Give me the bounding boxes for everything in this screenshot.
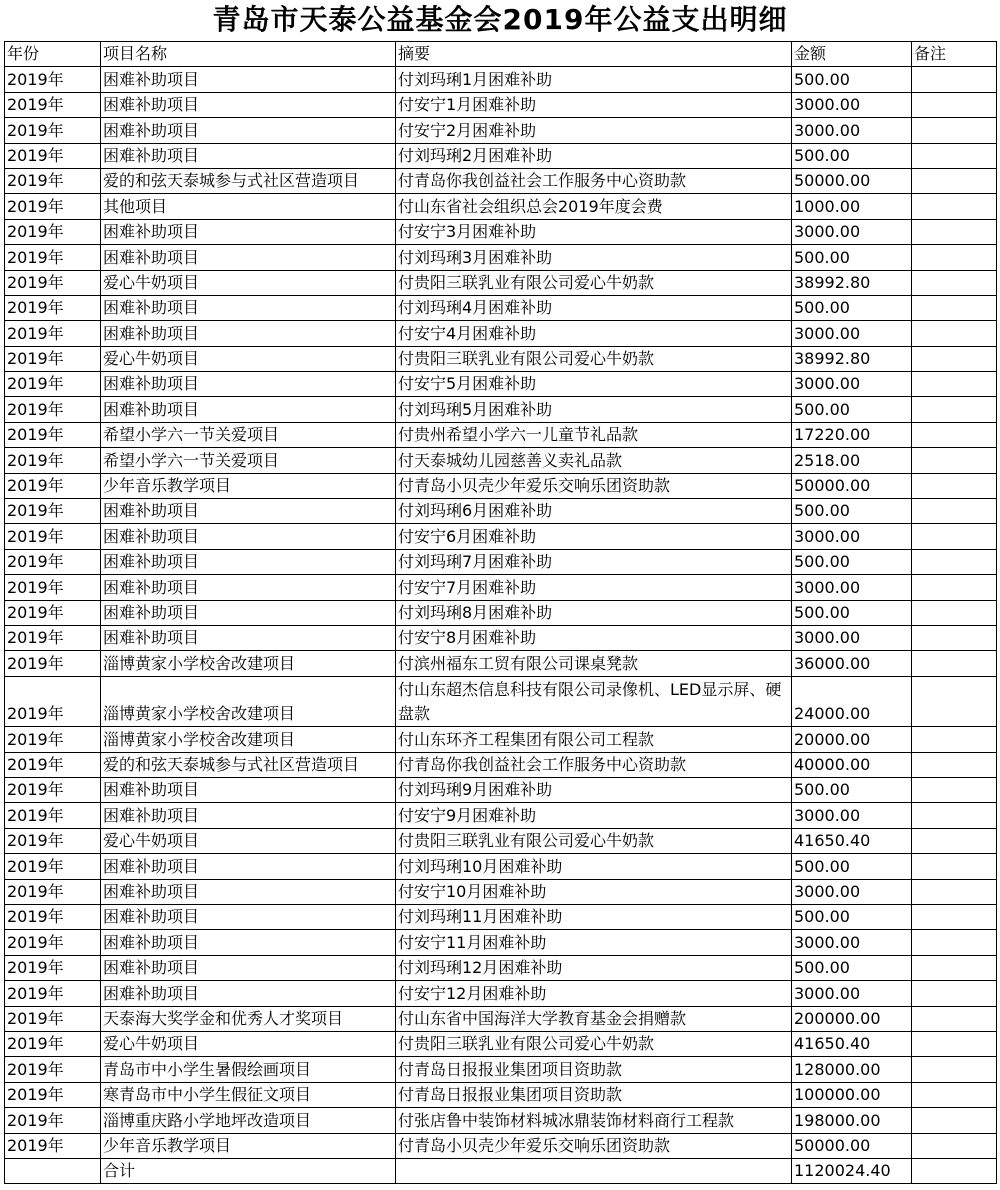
year-cell: 2019年 — [5, 1133, 101, 1158]
note-cell — [912, 245, 997, 270]
total-amount: 1120024.40 — [792, 1158, 912, 1183]
summary-cell: 付安宁8月困难补助 — [396, 625, 792, 650]
note-cell — [912, 600, 997, 625]
amount-cell: 500.00 — [792, 854, 912, 879]
summary-cell: 付刘玛琍3月困难补助 — [396, 245, 792, 270]
note-cell — [912, 448, 997, 473]
table-row — [5, 270, 997, 295]
note-cell — [912, 854, 997, 879]
amount-cell: 36000.00 — [792, 651, 912, 676]
amount-cell: 500.00 — [792, 295, 912, 320]
project-cell: 困难补助项目 — [101, 92, 396, 117]
amount-cell: 198000.00 — [792, 1108, 912, 1133]
note-cell — [912, 676, 997, 727]
header-note: 备注 — [912, 42, 997, 67]
table-row — [5, 930, 997, 955]
project-cell: 少年音乐教学项目 — [101, 473, 396, 498]
project-cell: 困难补助项目 — [101, 524, 396, 549]
summary-cell: 付山东省社会组织总会2019年度会费 — [396, 194, 792, 219]
note-cell — [912, 321, 997, 346]
note-cell — [912, 575, 997, 600]
header-year: 年份 — [5, 42, 101, 67]
table-row — [5, 295, 997, 320]
amount-cell: 2518.00 — [792, 448, 912, 473]
year-cell: 2019年 — [5, 1006, 101, 1031]
amount-cell: 24000.00 — [792, 676, 912, 727]
note-cell — [912, 1057, 997, 1082]
table-row — [5, 321, 997, 346]
project-cell: 寒青岛市中小学生假征文项目 — [101, 1082, 396, 1107]
project-cell: 困难补助项目 — [101, 955, 396, 980]
total-summary-cell — [396, 1158, 792, 1183]
amount-cell: 3000.00 — [792, 981, 912, 1006]
table-row — [5, 245, 997, 270]
summary-cell: 付贵州希望小学六一儿童节礼品款 — [396, 422, 792, 447]
amount-cell: 500.00 — [792, 499, 912, 524]
summary-cell: 付山东超杰信息科技有限公司录像机、LED显示屏、硬盘款 — [396, 676, 792, 727]
summary-cell: 付刘玛琍1月困难补助 — [396, 67, 792, 92]
table-row — [5, 879, 997, 904]
summary-cell: 付安宁4月困难补助 — [396, 321, 792, 346]
project-cell: 困难补助项目 — [101, 67, 396, 92]
amount-cell: 50000.00 — [792, 168, 912, 193]
amount-cell: 100000.00 — [792, 1082, 912, 1107]
table-row — [5, 981, 997, 1006]
table-row — [5, 346, 997, 371]
note-cell — [912, 727, 997, 752]
project-cell: 其他项目 — [101, 194, 396, 219]
note-cell — [912, 651, 997, 676]
table-row — [5, 1133, 997, 1158]
summary-cell: 付刘玛琍11月困难补助 — [396, 905, 792, 930]
summary-cell: 付青岛小贝壳少年爱乐交响乐团资助款 — [396, 473, 792, 498]
project-cell: 爱心牛奶项目 — [101, 1031, 396, 1056]
project-cell: 困难补助项目 — [101, 981, 396, 1006]
project-cell: 困难补助项目 — [101, 854, 396, 879]
table-row — [5, 778, 997, 803]
table-row — [5, 1108, 997, 1133]
summary-cell: 付安宁5月困难补助 — [396, 372, 792, 397]
year-cell: 2019年 — [5, 625, 101, 650]
project-cell: 困难补助项目 — [101, 930, 396, 955]
table-row — [5, 600, 997, 625]
note-cell — [912, 955, 997, 980]
note-cell — [912, 346, 997, 371]
table-row — [5, 1031, 997, 1056]
amount-cell: 500.00 — [792, 397, 912, 422]
year-cell: 2019年 — [5, 676, 101, 727]
project-cell: 困难补助项目 — [101, 803, 396, 828]
note-cell — [912, 981, 997, 1006]
summary-cell: 付天泰城幼儿园慈善义卖礼品款 — [396, 448, 792, 473]
table-row — [5, 92, 997, 117]
table-row — [5, 524, 997, 549]
year-cell: 2019年 — [5, 143, 101, 168]
summary-cell: 付刘玛琍7月困难补助 — [396, 549, 792, 574]
amount-cell: 200000.00 — [792, 1006, 912, 1031]
year-cell: 2019年 — [5, 778, 101, 803]
summary-cell: 付刘玛琍8月困难补助 — [396, 600, 792, 625]
amount-cell: 3000.00 — [792, 930, 912, 955]
amount-cell: 3000.00 — [792, 92, 912, 117]
table-row — [5, 372, 997, 397]
table-row — [5, 1057, 997, 1082]
year-cell: 2019年 — [5, 1108, 101, 1133]
summary-cell: 付刘玛琍6月困难补助 — [396, 499, 792, 524]
project-cell: 困难补助项目 — [101, 245, 396, 270]
note-cell — [912, 473, 997, 498]
summary-cell: 付刘玛琍9月困难补助 — [396, 778, 792, 803]
table-body — [5, 67, 997, 1159]
summary-cell: 付青岛小贝壳少年爱乐交响乐团资助款 — [396, 1133, 792, 1158]
table-row — [5, 194, 997, 219]
header-summary: 摘要 — [396, 42, 792, 67]
amount-cell: 3000.00 — [792, 803, 912, 828]
note-cell — [912, 397, 997, 422]
year-cell: 2019年 — [5, 955, 101, 980]
table-row — [5, 168, 997, 193]
project-cell: 天泰海大奖学金和优秀人才奖项目 — [101, 1006, 396, 1031]
note-cell — [912, 1031, 997, 1056]
year-cell: 2019年 — [5, 346, 101, 371]
summary-cell: 付安宁6月困难补助 — [396, 524, 792, 549]
table-row — [5, 676, 997, 727]
amount-cell: 500.00 — [792, 549, 912, 574]
project-cell: 困难补助项目 — [101, 295, 396, 320]
table-row — [5, 854, 997, 879]
table-row — [5, 905, 997, 930]
summary-cell: 付贵阳三联乳业有限公司爱心牛奶款 — [396, 1031, 792, 1056]
amount-cell: 50000.00 — [792, 473, 912, 498]
summary-cell: 付安宁2月困难补助 — [396, 118, 792, 143]
project-cell: 困难补助项目 — [101, 625, 396, 650]
amount-cell: 3000.00 — [792, 372, 912, 397]
year-cell: 2019年 — [5, 168, 101, 193]
summary-cell: 付安宁1月困难补助 — [396, 92, 792, 117]
summary-cell: 付安宁9月困难补助 — [396, 803, 792, 828]
amount-cell: 128000.00 — [792, 1057, 912, 1082]
summary-cell: 付安宁12月困难补助 — [396, 981, 792, 1006]
note-cell — [912, 372, 997, 397]
amount-cell: 500.00 — [792, 778, 912, 803]
project-cell: 困难补助项目 — [101, 600, 396, 625]
amount-cell: 3000.00 — [792, 118, 912, 143]
year-cell: 2019年 — [5, 549, 101, 574]
summary-cell: 付贵阳三联乳业有限公司爱心牛奶款 — [396, 270, 792, 295]
project-cell: 青岛市中小学生暑假绘画项目 — [101, 1057, 396, 1082]
project-cell: 淄博黄家小学校舍改建项目 — [101, 727, 396, 752]
summary-cell: 付刘玛琍5月困难补助 — [396, 397, 792, 422]
project-cell: 困难补助项目 — [101, 219, 396, 244]
year-cell: 2019年 — [5, 981, 101, 1006]
year-cell: 2019年 — [5, 270, 101, 295]
summary-cell: 付青岛你我创益社会工作服务中心资助款 — [396, 752, 792, 777]
table-row — [5, 143, 997, 168]
year-cell: 2019年 — [5, 524, 101, 549]
note-cell — [912, 905, 997, 930]
table-row — [5, 828, 997, 853]
amount-cell: 50000.00 — [792, 1133, 912, 1158]
summary-cell: 付刘玛琍12月困难补助 — [396, 955, 792, 980]
project-cell: 淄博黄家小学校舍改建项目 — [101, 651, 396, 676]
year-cell: 2019年 — [5, 219, 101, 244]
year-cell: 2019年 — [5, 905, 101, 930]
summary-cell: 付滨州福东工贸有限公司课桌凳款 — [396, 651, 792, 676]
note-cell — [912, 295, 997, 320]
amount-cell: 500.00 — [792, 67, 912, 92]
header-amount: 金额 — [792, 42, 912, 67]
amount-cell: 3000.00 — [792, 879, 912, 904]
summary-cell: 付刘玛琍2月困难补助 — [396, 143, 792, 168]
summary-cell: 付贵阳三联乳业有限公司爱心牛奶款 — [396, 346, 792, 371]
table-row — [5, 473, 997, 498]
year-cell: 2019年 — [5, 473, 101, 498]
summary-cell: 付青岛日报报业集团项目资助款 — [396, 1082, 792, 1107]
note-cell — [912, 752, 997, 777]
year-cell: 2019年 — [5, 1031, 101, 1056]
year-cell: 2019年 — [5, 245, 101, 270]
summary-cell: 付青岛你我创益社会工作服务中心资助款 — [396, 168, 792, 193]
summary-cell: 付安宁10月困难补助 — [396, 879, 792, 904]
table-row — [5, 651, 997, 676]
note-cell — [912, 1006, 997, 1031]
summary-cell: 付山东环齐工程集团有限公司工程款 — [396, 727, 792, 752]
project-cell: 困难补助项目 — [101, 143, 396, 168]
expense-table — [4, 41, 997, 1184]
table-row — [5, 549, 997, 574]
summary-cell: 付青岛日报报业集团项目资助款 — [396, 1057, 792, 1082]
amount-cell: 3000.00 — [792, 321, 912, 346]
table-row — [5, 448, 997, 473]
note-cell — [912, 143, 997, 168]
year-cell: 2019年 — [5, 828, 101, 853]
project-cell: 爱心牛奶项目 — [101, 828, 396, 853]
year-cell: 2019年 — [5, 1082, 101, 1107]
project-cell: 淄博黄家小学校舍改建项目 — [101, 676, 396, 727]
total-label: 合计 — [101, 1158, 396, 1183]
amount-cell: 3000.00 — [792, 219, 912, 244]
project-cell: 爱的和弦天泰城参与式社区营造项目 — [101, 168, 396, 193]
project-cell: 困难补助项目 — [101, 879, 396, 904]
amount-cell: 500.00 — [792, 955, 912, 980]
table-row — [5, 397, 997, 422]
project-cell: 爱的和弦天泰城参与式社区营造项目 — [101, 752, 396, 777]
table-row — [5, 727, 997, 752]
project-cell: 希望小学六一节关爱项目 — [101, 422, 396, 447]
table-row — [5, 1082, 997, 1107]
year-cell: 2019年 — [5, 295, 101, 320]
project-cell: 爱心牛奶项目 — [101, 346, 396, 371]
note-cell — [912, 67, 997, 92]
project-cell: 困难补助项目 — [101, 372, 396, 397]
summary-cell: 付张店鲁中装饰材料城冰鼎装饰材料商行工程款 — [396, 1108, 792, 1133]
note-cell — [912, 1082, 997, 1107]
amount-cell: 500.00 — [792, 600, 912, 625]
year-cell: 2019年 — [5, 92, 101, 117]
amount-cell: 38992.80 — [792, 270, 912, 295]
year-cell: 2019年 — [5, 194, 101, 219]
note-cell — [912, 92, 997, 117]
amount-cell: 38992.80 — [792, 346, 912, 371]
year-cell: 2019年 — [5, 1057, 101, 1082]
table-row — [5, 219, 997, 244]
total-year-cell — [5, 1158, 101, 1183]
amount-cell: 17220.00 — [792, 422, 912, 447]
header-row — [5, 42, 997, 67]
note-cell — [912, 828, 997, 853]
note-cell — [912, 168, 997, 193]
project-cell: 淄博重庆路小学地坪改造项目 — [101, 1108, 396, 1133]
note-cell — [912, 549, 997, 574]
note-cell — [912, 625, 997, 650]
year-cell: 2019年 — [5, 448, 101, 473]
project-cell: 困难补助项目 — [101, 778, 396, 803]
note-cell — [912, 930, 997, 955]
note-cell — [912, 803, 997, 828]
table-row — [5, 1006, 997, 1031]
year-cell: 2019年 — [5, 879, 101, 904]
year-cell: 2019年 — [5, 397, 101, 422]
year-cell: 2019年 — [5, 854, 101, 879]
project-cell: 爱心牛奶项目 — [101, 270, 396, 295]
project-cell: 困难补助项目 — [101, 499, 396, 524]
table-row — [5, 118, 997, 143]
project-cell: 希望小学六一节关爱项目 — [101, 448, 396, 473]
note-cell — [912, 270, 997, 295]
year-cell: 2019年 — [5, 803, 101, 828]
note-cell — [912, 499, 997, 524]
project-cell: 困难补助项目 — [101, 549, 396, 574]
note-cell — [912, 778, 997, 803]
summary-cell: 付安宁3月困难补助 — [396, 219, 792, 244]
year-cell: 2019年 — [5, 930, 101, 955]
note-cell — [912, 118, 997, 143]
amount-cell: 41650.40 — [792, 828, 912, 853]
project-cell: 困难补助项目 — [101, 118, 396, 143]
table-row — [5, 67, 997, 92]
table-row — [5, 955, 997, 980]
total-row — [5, 1158, 997, 1183]
amount-cell: 500.00 — [792, 245, 912, 270]
year-cell: 2019年 — [5, 575, 101, 600]
table-row — [5, 803, 997, 828]
project-cell: 少年音乐教学项目 — [101, 1133, 396, 1158]
amount-cell: 500.00 — [792, 905, 912, 930]
amount-cell: 500.00 — [792, 143, 912, 168]
amount-cell: 3000.00 — [792, 524, 912, 549]
amount-cell: 3000.00 — [792, 625, 912, 650]
year-cell: 2019年 — [5, 651, 101, 676]
total-note-cell — [912, 1158, 997, 1183]
project-cell: 困难补助项目 — [101, 321, 396, 346]
note-cell — [912, 1108, 997, 1133]
year-cell: 2019年 — [5, 727, 101, 752]
page-title: 青岛市天泰公益基金会2019年公益支出明细 — [212, 3, 788, 36]
table-row — [5, 422, 997, 447]
amount-cell: 40000.00 — [792, 752, 912, 777]
year-cell: 2019年 — [5, 321, 101, 346]
year-cell: 2019年 — [5, 422, 101, 447]
summary-cell: 付刘玛琍10月困难补助 — [396, 854, 792, 879]
amount-cell: 41650.40 — [792, 1031, 912, 1056]
year-cell: 2019年 — [5, 600, 101, 625]
summary-cell: 付安宁11月困难补助 — [396, 930, 792, 955]
year-cell: 2019年 — [5, 118, 101, 143]
summary-cell: 付贵阳三联乳业有限公司爱心牛奶款 — [396, 828, 792, 853]
note-cell — [912, 422, 997, 447]
note-cell — [912, 194, 997, 219]
summary-cell: 付刘玛琍4月困难补助 — [396, 295, 792, 320]
note-cell — [912, 879, 997, 904]
project-cell: 困难补助项目 — [101, 905, 396, 930]
header-project: 项目名称 — [101, 42, 396, 67]
year-cell: 2019年 — [5, 67, 101, 92]
amount-cell: 3000.00 — [792, 575, 912, 600]
year-cell: 2019年 — [5, 499, 101, 524]
amount-cell: 1000.00 — [792, 194, 912, 219]
table-row — [5, 625, 997, 650]
project-cell: 困难补助项目 — [101, 575, 396, 600]
summary-cell: 付安宁7月困难补助 — [396, 575, 792, 600]
table-row — [5, 752, 997, 777]
table-row — [5, 499, 997, 524]
amount-cell: 20000.00 — [792, 727, 912, 752]
year-cell: 2019年 — [5, 372, 101, 397]
note-cell — [912, 219, 997, 244]
note-cell — [912, 524, 997, 549]
year-cell: 2019年 — [5, 752, 101, 777]
table-row — [5, 575, 997, 600]
note-cell — [912, 1133, 997, 1158]
project-cell: 困难补助项目 — [101, 397, 396, 422]
summary-cell: 付山东省中国海洋大学教育基金会捐赠款 — [396, 1006, 792, 1031]
